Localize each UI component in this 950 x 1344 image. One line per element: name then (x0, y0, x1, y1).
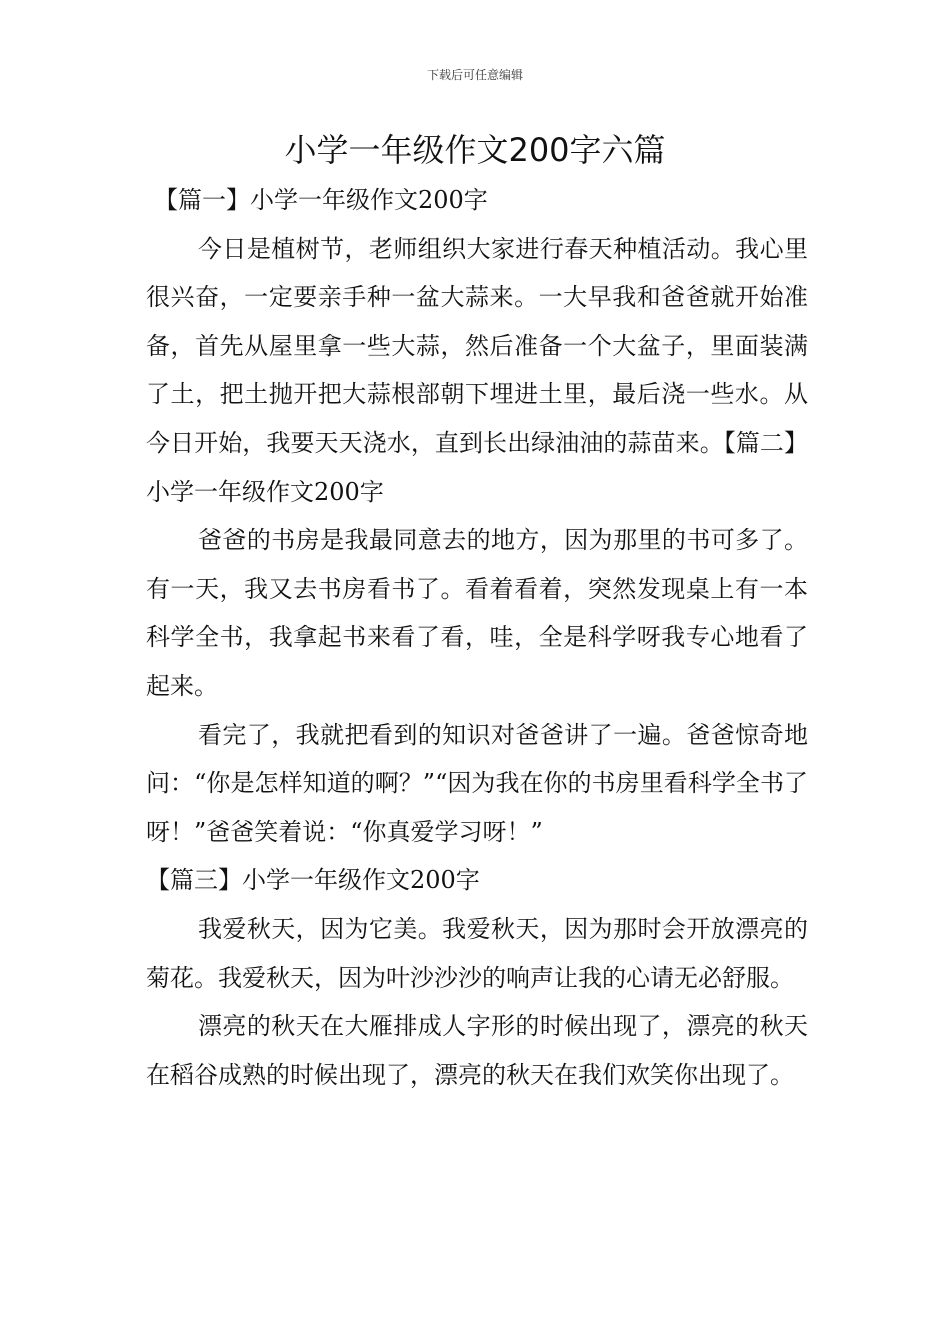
paragraph-2-2: 看完了，我就把看到的知识对爸爸讲了一遍。爸爸惊奇地问：“你是怎样知道的啊？”“因为我在你的书房里看科学全书了呀！”爸爸笑着说：“你真爱学习呀！” (146, 720, 808, 846)
paragraph-2-1: 爸爸的书房是我最同意去的地方，因为那里的书可多了。有一天，我又去书房看书了。看着看着，突然发现桌上有一本科学全书，我拿起书来看了看，哇，全是科学呀我专心地看了起来。 (146, 526, 808, 700)
section-heading-1: 【篇一】小学一年级作文200字 (154, 186, 488, 214)
header-note: 下载后可任意编辑 (426, 68, 523, 82)
paragraph-1-1: 今日是植树节，老师组织大家进行春天种植活动。我心里很兴奋，一定要亲手种一盆大蒜来。一大早我和爸爸就开始准备，首先从屋里拿一些大蒜，然后准备一个大盆子，里面装满了土，把土抛开把大蒜根部朝下埋进土里，最后浇一些水。从今日开始，我要天天浇水，直到长出绿油油的蒜苗来。【篇二】小学一年级作文200字 (146, 234, 809, 506)
document-title: 小学一年级作文200字六篇 (284, 131, 666, 169)
paragraph-3-2: 漂亮的秋天在大雁排成人字形的时候出现了，漂亮的秋天在稻谷成熟的时候出现了，漂亮的秋天在我们欢笑你出现了。 (146, 1012, 808, 1089)
section-heading-2: 【篇二】小学一年级作文200字 (146, 428, 809, 506)
document-body (146, 176, 808, 1099)
paragraph-3-1: 我爱秋天，因为它美。我爱秋天，因为那时会开放漂亮的菊花。我爱秋天，因为叶沙沙沙的响声让我的心请无必舒服。 (146, 914, 808, 992)
section-heading-3: 【篇三】小学一年级作文200字 (146, 866, 480, 895)
